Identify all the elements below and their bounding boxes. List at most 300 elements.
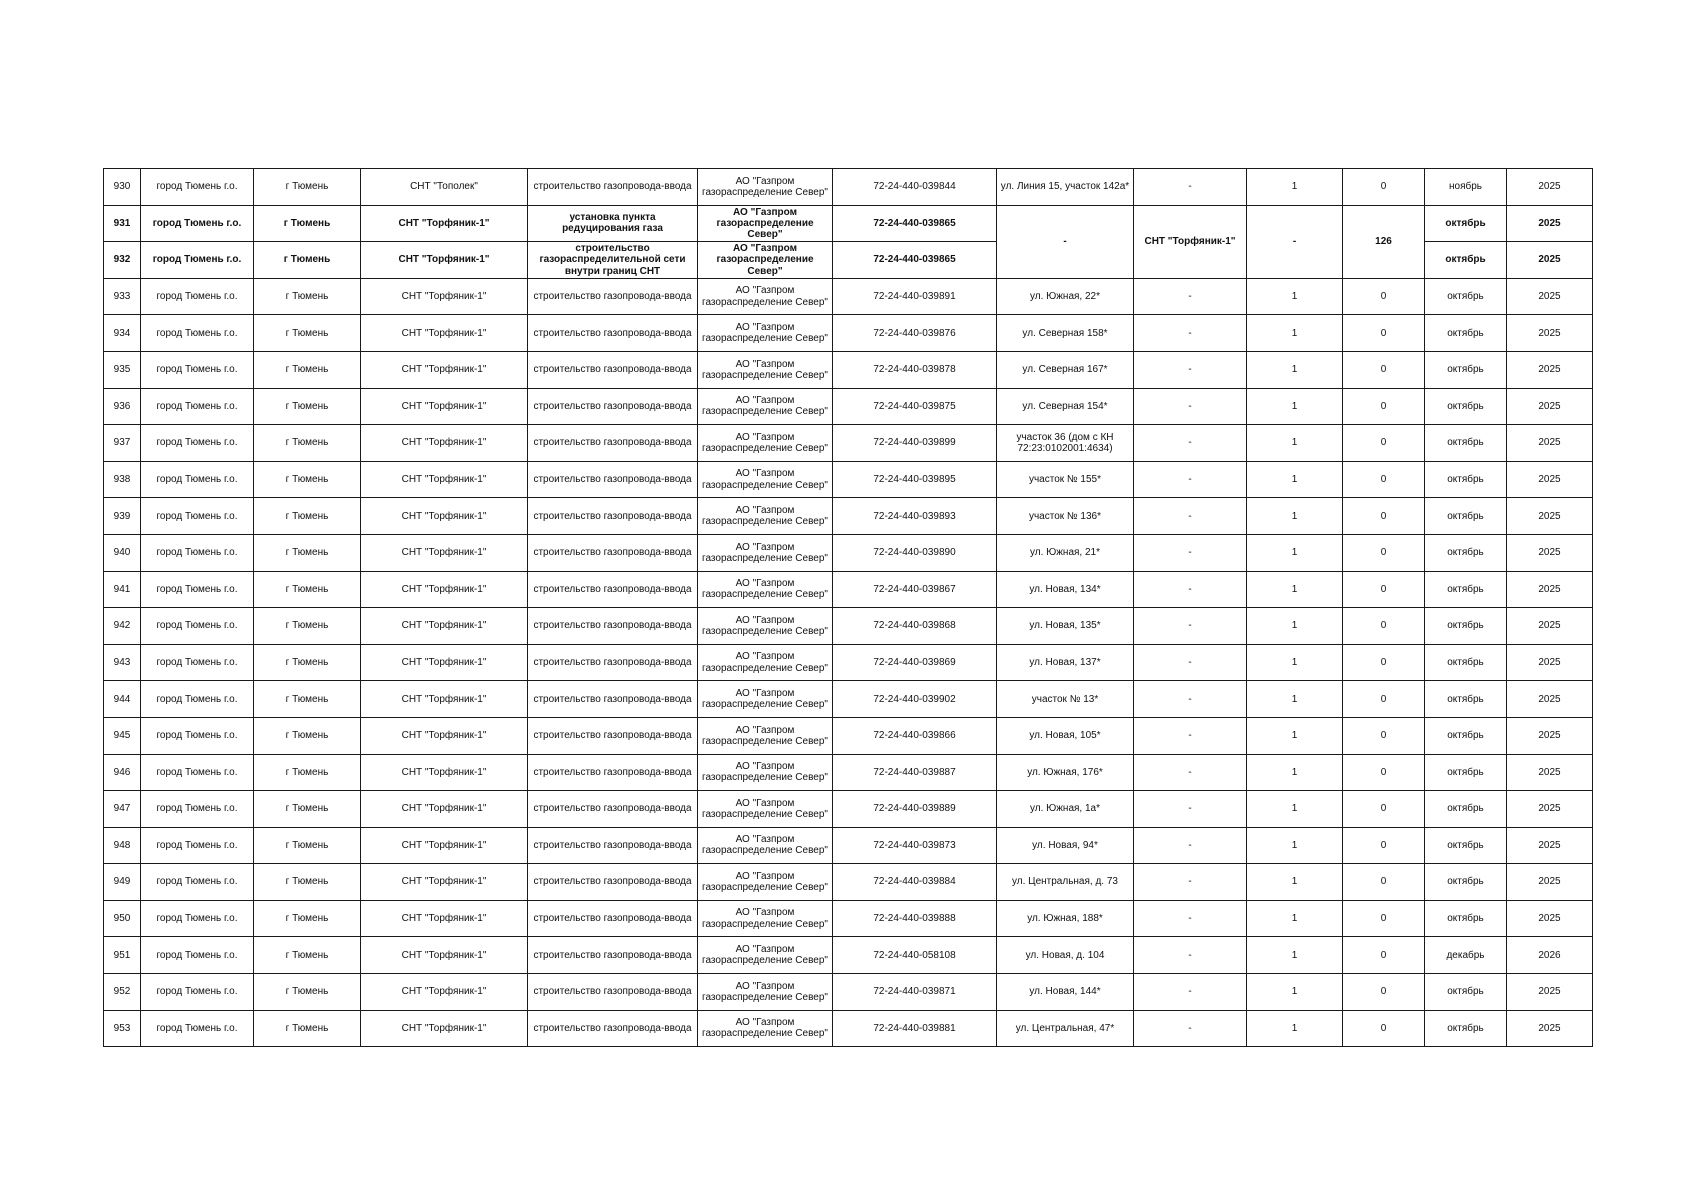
work-type-cell: строительство газопровода-ввода (528, 937, 698, 974)
table-row (104, 461, 1593, 498)
row-number-cell: 932 (104, 242, 141, 279)
column-9-cell: - (1134, 534, 1247, 571)
column-11-cell: 0 (1343, 681, 1425, 718)
organization-cell: АО "Газпром газораспределение Север" (698, 974, 833, 1011)
application-number-cell: 72-24-440-039866 (833, 717, 997, 754)
settlement-cell: г Тюмень (254, 717, 361, 754)
work-type-cell: строительство газопровода-ввода (528, 534, 698, 571)
snt-cell: СНТ "Торфяник-1" (361, 864, 528, 901)
column-9-cell: - (1134, 608, 1247, 645)
work-type-cell: строительство газопровода-ввода (528, 425, 698, 462)
address-cell: участок № 13* (997, 681, 1134, 718)
column-9-cell: - (1134, 974, 1247, 1011)
year-cell: 2025 (1507, 425, 1593, 462)
application-number-cell: 72-24-440-039873 (833, 827, 997, 864)
year-cell: 2025 (1507, 315, 1593, 352)
snt-cell: СНТ "Торфяник-1" (361, 242, 528, 279)
address-cell: ул. Северная 158* (997, 315, 1134, 352)
municipality-cell: город Тюмень г.о. (141, 388, 254, 425)
address-cell: ул. Южная, 188* (997, 900, 1134, 937)
table-row (104, 351, 1593, 388)
month-cell: октябрь (1425, 278, 1507, 315)
row-number-cell: 952 (104, 974, 141, 1011)
address-cell: ул. Южная, 21* (997, 534, 1134, 571)
column-11-cell: 0 (1343, 388, 1425, 425)
organization-cell: АО "Газпром газораспределение Север" (698, 315, 833, 352)
month-cell: октябрь (1425, 315, 1507, 352)
address-cell: ул. Новая, 137* (997, 644, 1134, 681)
settlement-cell: г Тюмень (254, 461, 361, 498)
column-9-cell: - (1134, 900, 1247, 937)
snt-cell: СНТ "Торфяник-1" (361, 644, 528, 681)
column-11-cell: 0 (1343, 1010, 1425, 1047)
application-number-cell: 72-24-440-039844 (833, 169, 997, 206)
organization-cell: АО "Газпром газораспределение Север" (698, 717, 833, 754)
municipality-cell: город Тюмень г.о. (141, 937, 254, 974)
column-11-cell: 0 (1343, 608, 1425, 645)
organization-cell: АО "Газпром газораспределение Север" (698, 681, 833, 718)
organization-cell: АО "Газпром газораспределение Север" (698, 169, 833, 206)
month-cell: октябрь (1425, 1010, 1507, 1047)
month-cell: октябрь (1425, 461, 1507, 498)
column-10-cell: 1 (1247, 754, 1343, 791)
municipality-cell: город Тюмень г.о. (141, 754, 254, 791)
year-cell: 2025 (1507, 169, 1593, 206)
snt-cell: СНТ "Тополек" (361, 169, 528, 206)
year-cell: 2025 (1507, 242, 1593, 279)
column-10-cell: 1 (1247, 498, 1343, 535)
column-9-cell: - (1134, 388, 1247, 425)
organization-cell: АО "Газпром газораспределение Север" (698, 864, 833, 901)
snt-cell: СНТ "Торфяник-1" (361, 425, 528, 462)
column-10-cell: 1 (1247, 864, 1343, 901)
year-cell: 2025 (1507, 351, 1593, 388)
month-cell: октябрь (1425, 974, 1507, 1011)
application-number-cell: 72-24-440-039881 (833, 1010, 997, 1047)
column-11-cell: 0 (1343, 791, 1425, 828)
column-9-cell: - (1134, 571, 1247, 608)
settlement-cell: г Тюмень (254, 278, 361, 315)
municipality-cell: город Тюмень г.о. (141, 827, 254, 864)
column-10-cell: 1 (1247, 278, 1343, 315)
application-number-cell: 72-24-440-039890 (833, 534, 997, 571)
municipality-cell: город Тюмень г.о. (141, 425, 254, 462)
table-row (104, 681, 1593, 718)
column-10-cell: 1 (1247, 169, 1343, 206)
address-cell-merged: - (997, 205, 1134, 278)
row-number-cell: 943 (104, 644, 141, 681)
settlement-cell: г Тюмень (254, 608, 361, 645)
column-10-cell: 1 (1247, 644, 1343, 681)
snt-cell: СНТ "Торфяник-1" (361, 315, 528, 352)
row-number-cell: 944 (104, 681, 141, 718)
year-cell: 2025 (1507, 388, 1593, 425)
year-cell: 2025 (1507, 278, 1593, 315)
column-11-cell: 0 (1343, 900, 1425, 937)
settlement-cell: г Тюмень (254, 534, 361, 571)
row-number-cell: 948 (104, 827, 141, 864)
year-cell: 2025 (1507, 608, 1593, 645)
settlement-cell: г Тюмень (254, 205, 361, 242)
column-10-cell: 1 (1247, 461, 1343, 498)
year-cell: 2025 (1507, 681, 1593, 718)
municipality-cell: город Тюмень г.о. (141, 717, 254, 754)
application-number-cell: 72-24-440-039865 (833, 242, 997, 279)
table-row (104, 1010, 1593, 1047)
column-9-cell: - (1134, 278, 1247, 315)
table-row (104, 717, 1593, 754)
settlement-cell: г Тюмень (254, 1010, 361, 1047)
month-cell: октябрь (1425, 644, 1507, 681)
row-number-cell: 951 (104, 937, 141, 974)
address-cell: ул. Новая, 134* (997, 571, 1134, 608)
snt-cell: СНТ "Торфяник-1" (361, 608, 528, 645)
column-10-cell: 1 (1247, 388, 1343, 425)
table-row (104, 388, 1593, 425)
column-10-cell: 1 (1247, 974, 1343, 1011)
month-cell: октябрь (1425, 425, 1507, 462)
table-row (104, 571, 1593, 608)
table-row (104, 791, 1593, 828)
row-number-cell: 937 (104, 425, 141, 462)
application-number-cell: 72-24-440-039888 (833, 900, 997, 937)
organization-cell: АО "Газпром газораспределение Север" (698, 754, 833, 791)
snt-cell: СНТ "Торфяник-1" (361, 754, 528, 791)
column-11-cell: 0 (1343, 315, 1425, 352)
column-11-cell: 0 (1343, 169, 1425, 206)
column-9-cell-merged: СНТ "Торфяник-1" (1134, 205, 1247, 278)
column-11-cell: 0 (1343, 534, 1425, 571)
column-10-cell: 1 (1247, 571, 1343, 608)
month-cell: октябрь (1425, 205, 1507, 242)
year-cell: 2025 (1507, 791, 1593, 828)
column-11-cell: 0 (1343, 351, 1425, 388)
work-type-cell: строительство газопровода-ввода (528, 864, 698, 901)
address-cell: ул. Южная, 1а* (997, 791, 1134, 828)
snt-cell: СНТ "Торфяник-1" (361, 351, 528, 388)
organization-cell: АО "Газпром газораспределение Север" (698, 461, 833, 498)
municipality-cell: город Тюмень г.о. (141, 534, 254, 571)
municipality-cell: город Тюмень г.о. (141, 974, 254, 1011)
table-row (104, 754, 1593, 791)
table-row (104, 498, 1593, 535)
application-number-cell: 72-24-440-039895 (833, 461, 997, 498)
organization-cell: АО "Газпром газораспределение Север" (698, 242, 833, 279)
organization-cell: АО "Газпром газораспределение Север" (698, 827, 833, 864)
address-cell: ул. Южная, 176* (997, 754, 1134, 791)
month-cell: октябрь (1425, 827, 1507, 864)
table-row (104, 534, 1593, 571)
snt-cell: СНТ "Торфяник-1" (361, 937, 528, 974)
year-cell: 2025 (1507, 900, 1593, 937)
work-type-cell: строительство газопровода-ввода (528, 169, 698, 206)
column-10-cell: 1 (1247, 717, 1343, 754)
work-type-cell: установка пункта редуцирования газа (528, 205, 698, 242)
column-11-cell: 0 (1343, 864, 1425, 901)
application-number-cell: 72-24-440-039884 (833, 864, 997, 901)
snt-cell: СНТ "Торфяник-1" (361, 1010, 528, 1047)
month-cell: октябрь (1425, 534, 1507, 571)
application-number-cell: 72-24-440-039887 (833, 754, 997, 791)
snt-cell: СНТ "Торфяник-1" (361, 571, 528, 608)
snt-cell: СНТ "Торфяник-1" (361, 900, 528, 937)
organization-cell: АО "Газпром газораспределение Север" (698, 644, 833, 681)
address-cell: ул. Новая, 144* (997, 974, 1134, 1011)
address-cell: ул. Новая, 105* (997, 717, 1134, 754)
work-type-cell: строительство газопровода-ввода (528, 461, 698, 498)
application-number-cell: 72-24-440-039875 (833, 388, 997, 425)
municipality-cell: город Тюмень г.о. (141, 205, 254, 242)
application-number-cell: 72-24-440-058108 (833, 937, 997, 974)
application-number-cell: 72-24-440-039868 (833, 608, 997, 645)
municipality-cell: город Тюмень г.о. (141, 681, 254, 718)
column-10-cell: 1 (1247, 1010, 1343, 1047)
snt-cell: СНТ "Торфяник-1" (361, 278, 528, 315)
column-11-cell: 0 (1343, 974, 1425, 1011)
month-cell: октябрь (1425, 351, 1507, 388)
snt-cell: СНТ "Торфяник-1" (361, 534, 528, 571)
month-cell: октябрь (1425, 571, 1507, 608)
column-11-cell: 0 (1343, 644, 1425, 681)
month-cell: октябрь (1425, 717, 1507, 754)
organization-cell: АО "Газпром газораспределение Север" (698, 534, 833, 571)
table-row (104, 864, 1593, 901)
table-row (104, 900, 1593, 937)
organization-cell: АО "Газпром газораспределение Север" (698, 608, 833, 645)
snt-cell: СНТ "Торфяник-1" (361, 827, 528, 864)
year-cell: 2025 (1507, 571, 1593, 608)
municipality-cell: город Тюмень г.о. (141, 1010, 254, 1047)
column-10-cell: 1 (1247, 315, 1343, 352)
column-10-cell: 1 (1247, 534, 1343, 571)
month-cell: октябрь (1425, 242, 1507, 279)
column-10-cell: 1 (1247, 608, 1343, 645)
municipality-cell: город Тюмень г.о. (141, 864, 254, 901)
settlement-cell: г Тюмень (254, 644, 361, 681)
table-row (104, 937, 1593, 974)
settlement-cell: г Тюмень (254, 388, 361, 425)
application-number-cell: 72-24-440-039871 (833, 974, 997, 1011)
table-row (104, 425, 1593, 462)
settlement-cell: г Тюмень (254, 937, 361, 974)
year-cell: 2025 (1507, 754, 1593, 791)
column-9-cell: - (1134, 315, 1247, 352)
row-number-cell: 949 (104, 864, 141, 901)
work-type-cell: строительство газопровода-ввода (528, 974, 698, 1011)
work-type-cell: строительство газопровода-ввода (528, 351, 698, 388)
application-number-cell: 72-24-440-039865 (833, 205, 997, 242)
row-number-cell: 953 (104, 1010, 141, 1047)
work-type-cell: строительство газопровода-ввода (528, 644, 698, 681)
column-9-cell: - (1134, 681, 1247, 718)
column-9-cell: - (1134, 644, 1247, 681)
snt-cell: СНТ "Торфяник-1" (361, 205, 528, 242)
address-cell: участок № 136* (997, 498, 1134, 535)
settlement-cell: г Тюмень (254, 864, 361, 901)
table-row (104, 974, 1593, 1011)
work-type-cell: строительство газопровода-ввода (528, 498, 698, 535)
settlement-cell: г Тюмень (254, 827, 361, 864)
month-cell: ноябрь (1425, 169, 1507, 206)
application-number-cell: 72-24-440-039902 (833, 681, 997, 718)
address-cell: ул. Новая, 135* (997, 608, 1134, 645)
municipality-cell: город Тюмень г.о. (141, 608, 254, 645)
snt-cell: СНТ "Торфяник-1" (361, 974, 528, 1011)
organization-cell: АО "Газпром газораспределение Север" (698, 388, 833, 425)
organization-cell: АО "Газпром газораспределение Север" (698, 900, 833, 937)
column-9-cell: - (1134, 169, 1247, 206)
settlement-cell: г Тюмень (254, 900, 361, 937)
table-body (104, 169, 1593, 1047)
work-type-cell: строительство газопровода-ввода (528, 1010, 698, 1047)
application-number-cell: 72-24-440-039878 (833, 351, 997, 388)
settlement-cell: г Тюмень (254, 351, 361, 388)
year-cell: 2025 (1507, 1010, 1593, 1047)
municipality-cell: город Тюмень г.о. (141, 242, 254, 279)
address-cell: ул. Центральная, д. 73 (997, 864, 1134, 901)
work-type-cell: строительство газопровода-ввода (528, 278, 698, 315)
work-type-cell: строительство газопровода-ввода (528, 315, 698, 352)
organization-cell: АО "Газпром газораспределение Север" (698, 571, 833, 608)
settlement-cell: г Тюмень (254, 974, 361, 1011)
registry-table (103, 168, 1593, 1047)
year-cell: 2026 (1507, 937, 1593, 974)
month-cell: октябрь (1425, 791, 1507, 828)
row-number-cell: 942 (104, 608, 141, 645)
snt-cell: СНТ "Торфяник-1" (361, 388, 528, 425)
row-number-cell: 938 (104, 461, 141, 498)
settlement-cell: г Тюмень (254, 169, 361, 206)
year-cell: 2025 (1507, 717, 1593, 754)
application-number-cell: 72-24-440-039893 (833, 498, 997, 535)
work-type-cell: строительство газопровода-ввода (528, 571, 698, 608)
address-cell: участок № 155* (997, 461, 1134, 498)
row-number-cell: 940 (104, 534, 141, 571)
municipality-cell: город Тюмень г.о. (141, 315, 254, 352)
address-cell: ул. Южная, 22* (997, 278, 1134, 315)
application-number-cell: 72-24-440-039889 (833, 791, 997, 828)
column-10-cell: 1 (1247, 791, 1343, 828)
address-cell: ул. Новая, 94* (997, 827, 1134, 864)
column-10-cell: 1 (1247, 425, 1343, 462)
column-11-cell: 0 (1343, 717, 1425, 754)
municipality-cell: город Тюмень г.о. (141, 498, 254, 535)
work-type-cell: строительство газопровода-ввода (528, 900, 698, 937)
row-number-cell: 947 (104, 791, 141, 828)
organization-cell: АО "Газпром газораспределение Север" (698, 498, 833, 535)
settlement-cell: г Тюмень (254, 425, 361, 462)
row-number-cell: 946 (104, 754, 141, 791)
column-9-cell: - (1134, 864, 1247, 901)
column-9-cell: - (1134, 498, 1247, 535)
settlement-cell: г Тюмень (254, 571, 361, 608)
month-cell: декабрь (1425, 937, 1507, 974)
settlement-cell: г Тюмень (254, 498, 361, 535)
column-10-cell: 1 (1247, 351, 1343, 388)
month-cell: октябрь (1425, 388, 1507, 425)
column-11-cell: 0 (1343, 827, 1425, 864)
column-11-cell: 0 (1343, 461, 1425, 498)
address-cell: ул. Линия 15, участок 142а* (997, 169, 1134, 206)
row-number-cell: 939 (104, 498, 141, 535)
address-cell: ул. Новая, д. 104 (997, 937, 1134, 974)
municipality-cell: город Тюмень г.о. (141, 571, 254, 608)
organization-cell: АО "Газпром газораспределение Север" (698, 425, 833, 462)
column-10-cell: 1 (1247, 827, 1343, 864)
column-10-cell: 1 (1247, 900, 1343, 937)
table-row (104, 169, 1593, 206)
column-11-cell: 0 (1343, 278, 1425, 315)
municipality-cell: город Тюмень г.о. (141, 278, 254, 315)
row-number-cell: 936 (104, 388, 141, 425)
column-9-cell: - (1134, 827, 1247, 864)
column-11-cell: 0 (1343, 425, 1425, 462)
month-cell: октябрь (1425, 900, 1507, 937)
work-type-cell: строительство газопровода-ввода (528, 388, 698, 425)
municipality-cell: город Тюмень г.о. (141, 351, 254, 388)
year-cell: 2025 (1507, 205, 1593, 242)
month-cell: октябрь (1425, 681, 1507, 718)
month-cell: октябрь (1425, 498, 1507, 535)
address-cell: ул. Северная 167* (997, 351, 1134, 388)
row-number-cell: 930 (104, 169, 141, 206)
row-number-cell: 933 (104, 278, 141, 315)
municipality-cell: город Тюмень г.о. (141, 900, 254, 937)
settlement-cell: г Тюмень (254, 681, 361, 718)
settlement-cell: г Тюмень (254, 791, 361, 828)
table-row (104, 278, 1593, 315)
row-number-cell: 945 (104, 717, 141, 754)
row-number-cell: 950 (104, 900, 141, 937)
row-number-cell: 931 (104, 205, 141, 242)
address-cell: участок 36 (дом с КН 72:23:0102001:4634) (997, 425, 1134, 462)
column-9-cell: - (1134, 351, 1247, 388)
row-number-cell: 935 (104, 351, 141, 388)
row-number-cell: 934 (104, 315, 141, 352)
settlement-cell: г Тюмень (254, 242, 361, 279)
organization-cell: АО "Газпром газораспределение Север" (698, 351, 833, 388)
table-row (104, 644, 1593, 681)
organization-cell: АО "Газпром газораспределение Север" (698, 278, 833, 315)
year-cell: 2025 (1507, 534, 1593, 571)
column-11-cell: 0 (1343, 937, 1425, 974)
year-cell: 2025 (1507, 974, 1593, 1011)
work-type-cell: строительство газопровода-ввода (528, 754, 698, 791)
work-type-cell: строительство газопровода-ввода (528, 717, 698, 754)
work-type-cell: строительство газопровода-ввода (528, 791, 698, 828)
month-cell: октябрь (1425, 864, 1507, 901)
column-9-cell: - (1134, 754, 1247, 791)
snt-cell: СНТ "Торфяник-1" (361, 791, 528, 828)
column-11-cell-merged: 126 (1343, 205, 1425, 278)
column-10-cell: 1 (1247, 937, 1343, 974)
address-cell: ул. Центральная, 47* (997, 1010, 1134, 1047)
organization-cell: АО "Газпром газораспределение Север" (698, 791, 833, 828)
column-9-cell: - (1134, 937, 1247, 974)
year-cell: 2025 (1507, 827, 1593, 864)
year-cell: 2025 (1507, 498, 1593, 535)
application-number-cell: 72-24-440-039899 (833, 425, 997, 462)
column-11-cell: 0 (1343, 754, 1425, 791)
column-11-cell: 0 (1343, 571, 1425, 608)
organization-cell: АО "Газпром газораспределение Север" (698, 205, 833, 242)
snt-cell: СНТ "Торфяник-1" (361, 717, 528, 754)
year-cell: 2025 (1507, 644, 1593, 681)
municipality-cell: город Тюмень г.о. (141, 791, 254, 828)
table-row (104, 205, 1593, 242)
table-row (104, 827, 1593, 864)
row-number-cell: 941 (104, 571, 141, 608)
